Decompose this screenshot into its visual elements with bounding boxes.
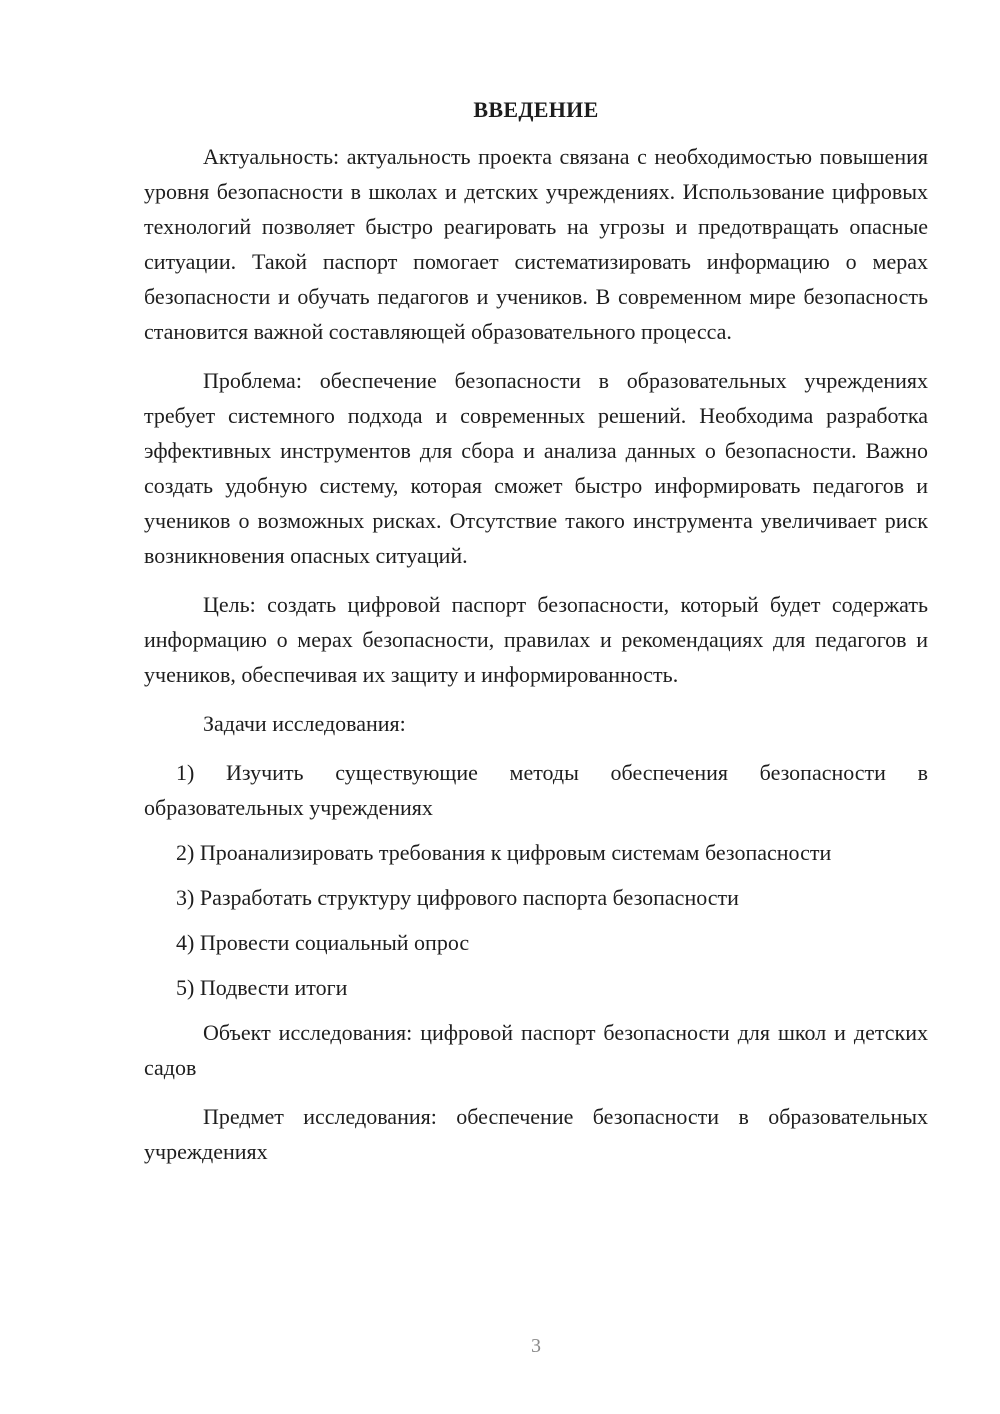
section-heading: ВВЕДЕНИЕ bbox=[473, 97, 599, 122]
task-item bbox=[144, 925, 928, 960]
task-text: Разработать структуру цифрового паспорта безопасности bbox=[199, 885, 739, 910]
page-number: 3 bbox=[531, 1335, 541, 1357]
task-item bbox=[144, 970, 928, 1005]
task-number: 4) bbox=[176, 930, 195, 955]
goal-paragraph: Цель: создать цифровой паспорт безопасности, который будет содержать информацию о мерах безопасности, правилах и рекомендациях для педагогов и учеников, обеспечивая их защиту и информированность. bbox=[144, 592, 928, 687]
task-text: Проанализировать требования к цифровым системам безопасности bbox=[199, 840, 832, 865]
subject-paragraph: Предмет исследования: обеспечение безопасности в образовательных учреждениях bbox=[144, 1104, 928, 1164]
tasks-label: Задачи исследования: bbox=[203, 711, 406, 736]
task-number: 3) bbox=[176, 885, 195, 910]
task-number: 5) bbox=[176, 975, 195, 1000]
task-text: Провести социальный опрос bbox=[199, 930, 470, 955]
task-item bbox=[144, 880, 928, 915]
task-number: 1) bbox=[176, 760, 195, 785]
task-item bbox=[144, 755, 928, 825]
task-text: Изучить существующие методы обеспечения безопасности в образовательных учреждениях bbox=[144, 760, 928, 820]
task-item bbox=[144, 835, 928, 870]
task-text: Подвести итоги bbox=[199, 975, 348, 1000]
problem-paragraph: Проблема: обеспечение безопасности в образовательных учреждениях требует системного подхода и современных решений. Необходима разработка эффективных инструментов для сбора и анализа данных о безопасности. Важно создать удобную систему, которая сможет быстро информировать педагогов и учеников о возможных рисках. Отсутствие такого инструмента увеличивает риск возникновения опасных ситуаций. bbox=[144, 368, 928, 568]
relevance-paragraph: Актуальность: актуальность проекта связана с необходимостью повышения уровня безопасности в школах и детских учреждениях. Использование цифровых технологий позволяет быстро реагировать на угрозы и предотвращать опасные ситуации. Такой паспорт помогает систематизировать информацию о мерах безопасности и обучать педагогов и учеников. В современном мире безопасность становится важной составляющей образовательного процесса. bbox=[144, 144, 928, 344]
object-paragraph: Объект исследования: цифровой паспорт безопасности для школ и детских садов bbox=[144, 1020, 928, 1080]
task-number: 2) bbox=[176, 840, 195, 865]
page-content bbox=[144, 95, 928, 1169]
